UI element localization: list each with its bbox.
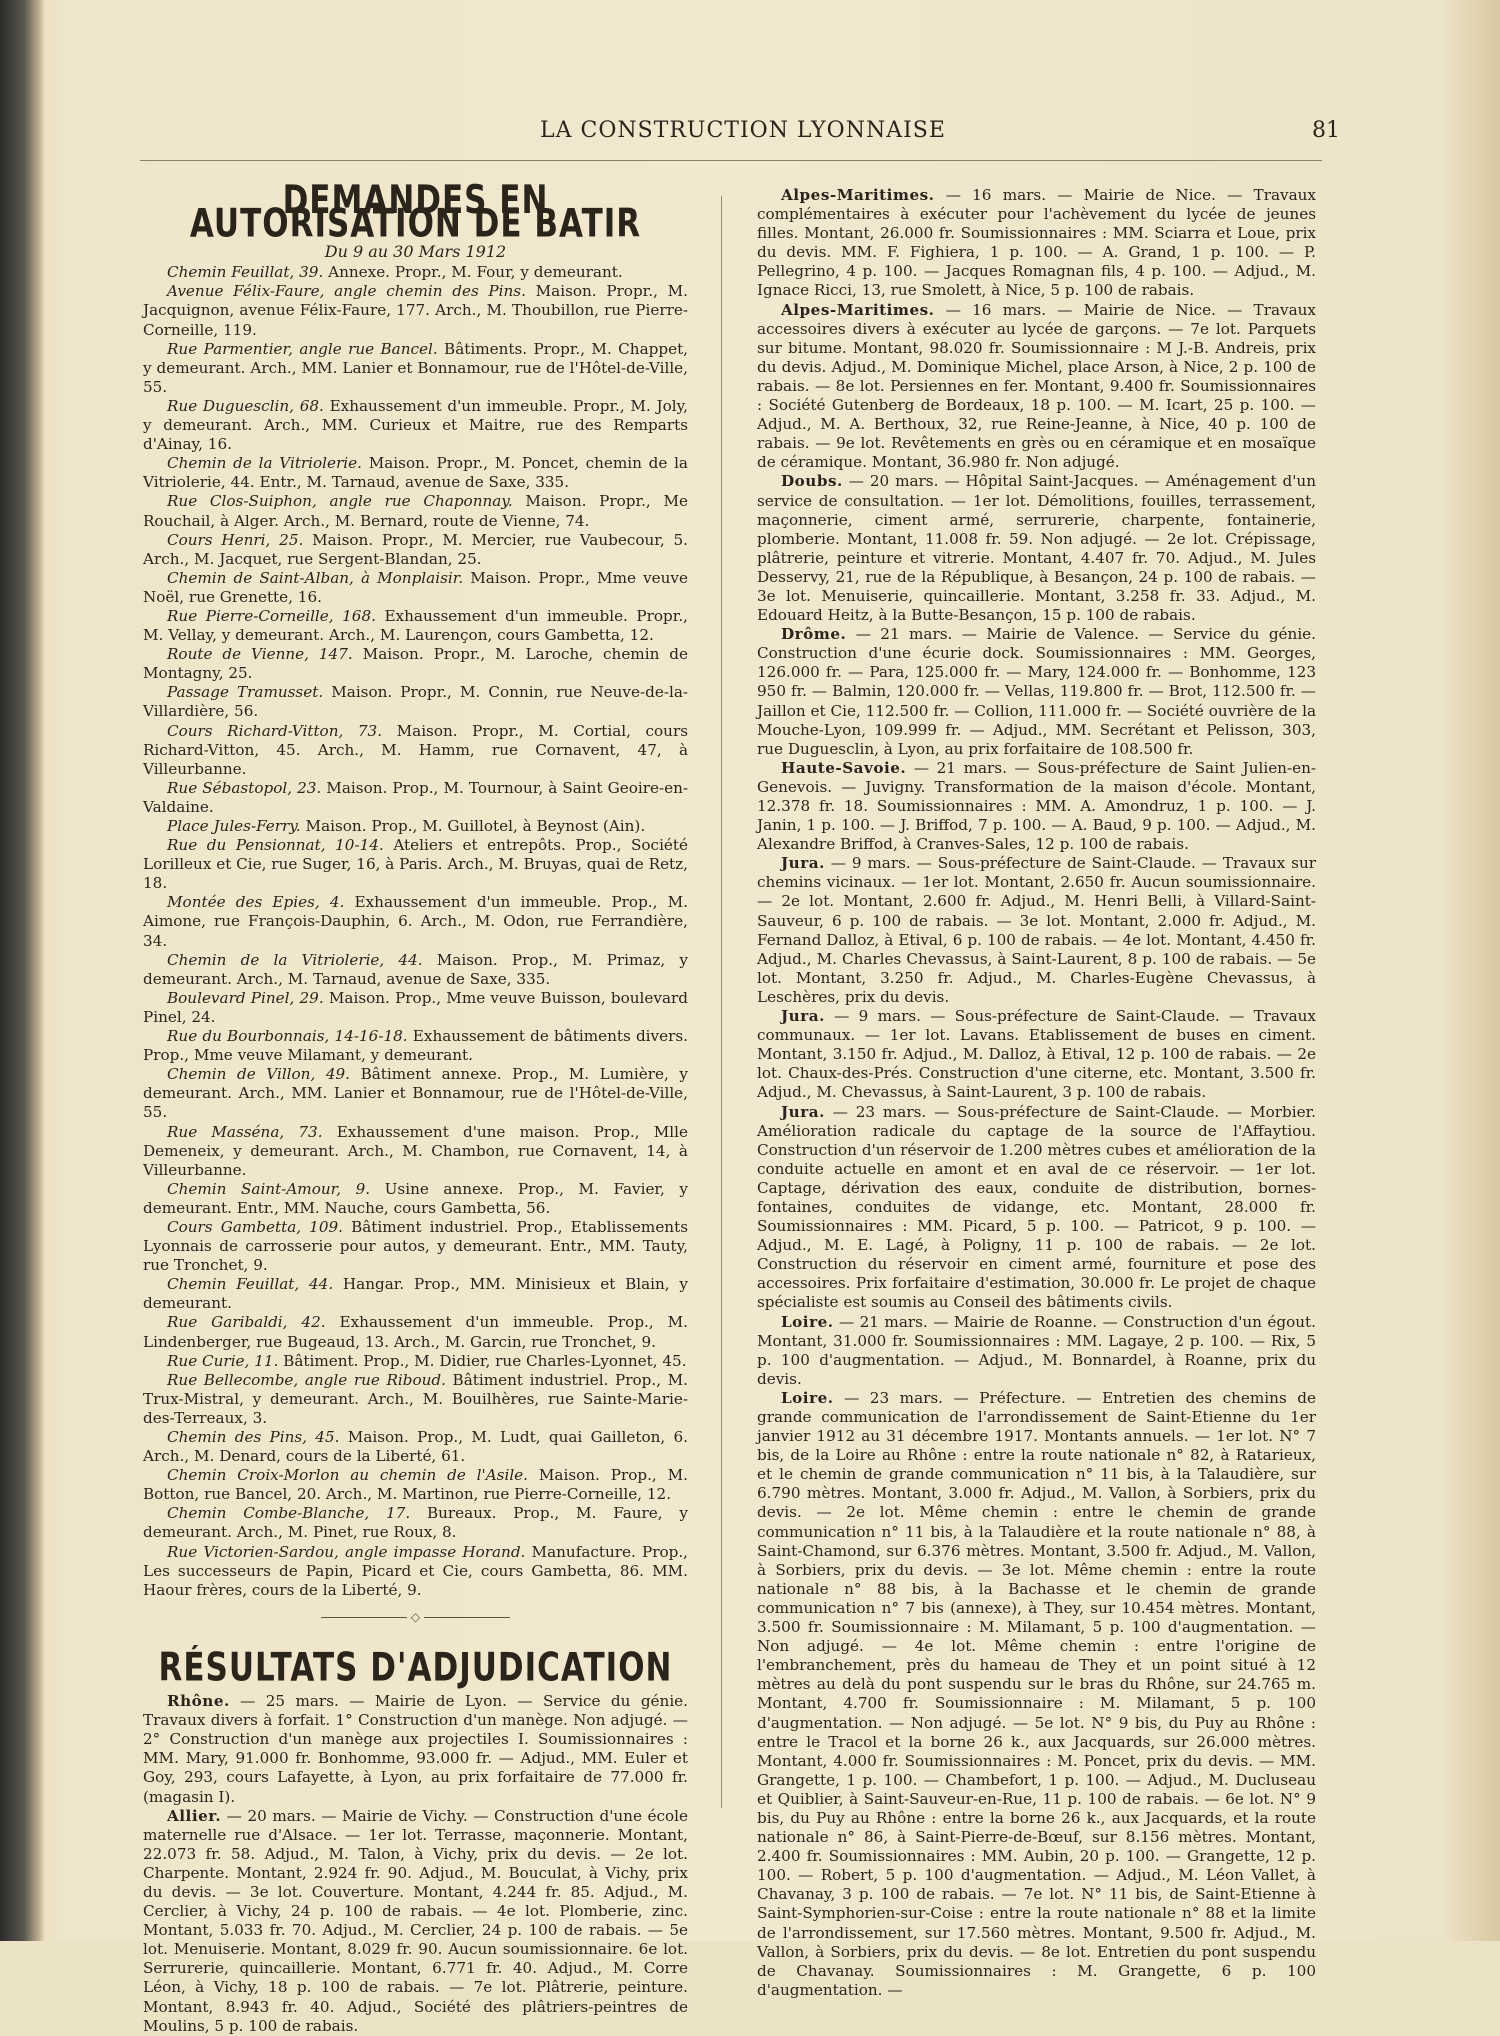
permit-entry [143, 836, 688, 893]
permit-location: Chemin Croix-Morlon au chemin de l'Asile. [167, 1466, 528, 1485]
page-number: 81 [1312, 118, 1340, 143]
permit-entry-text: Exhaussement d'un immeuble. Propr., M. Joly, y demeurant. Arch., MM. Curieux et Maitre, rue des Remparts d'Ainay, 16. [143, 396, 688, 454]
permit-entry [143, 492, 688, 530]
permit-location: Rue Duguesclin, 68. [167, 396, 324, 415]
page-header [540, 118, 1340, 148]
adjudication-list-left [143, 1692, 688, 2036]
permit-location: Rue Curie, 11. [167, 1351, 279, 1370]
section-title-building-permits: DEMANDES EN AUTORISATION DE BATIR [189, 177, 642, 247]
adjudication-entry [757, 301, 1316, 473]
department-name: Haute-Savoie. [781, 758, 907, 777]
permit-location: Chemin Combe-Blanche, 17. [167, 1504, 411, 1523]
department-name: Jura. [781, 1102, 825, 1121]
permit-entry [143, 454, 688, 492]
adjudication-entry-text: — 16 mars. — Mairie de Nice. — Travaux accessoires divers à exécuter au lycée de garçons. — 7e lot. Parquets sur bitume. Montant, 98.020 fr. Soumissionnaire : M J.-B. Andreis, prix du devis. Adjud., M. Dominique Michel, place Arson, à Nice, 2 p. 100 de rabais. — 8e lot. Persiennes en fer. Montant, 9.400 fr. Soumissionnaires : Société Gutenberg de Bordeaux, 18 p. 100. — M. Icart, 25 p. 100. — Adjud., M. A. Berthoux, 32, rue Reine-Jeanne, à Nice, 40 p. 100 de rabais. — 9e lot. Revêtements en grès ou en céramique et en mosaïque de céramique. Montant, 36.980 fr. Non adjugé. [757, 300, 1316, 472]
adjudication-entry-text: — 9 mars. — Sous-préfecture de Saint-Claude. — Travaux sur chemins vicinaux. — 1er lot. Montant, 2.650 fr. Aucun soumissionnaire. — 2e lot. Montant, 2.600 fr. Adjud., M. Henri Belli, à Villard-Saint-Sauveur, 6 p. 100 de rabais. — 3e lot. Montant, 2.000 fr. Adjud., M. Fernand Dalloz, à Etival, 6 p. 100 de rabais. — 4e lot. Montant, 4.450 fr. Adjud., M. Charles Chevassus, à Saint-Laurent, 8 p. 100 de rabais. — 5e lot. Montant, 3.250 fr. Adjud., M. Charles-Eugène Chevassus, à Leschères, prix du devis. [757, 854, 1316, 1006]
department-name: Rhône. [167, 1692, 230, 1711]
permit-entry [143, 893, 688, 950]
section-date: Du 9 au 30 Mars 1912 [324, 242, 507, 262]
permit-entry-text: Manufacture. Prop., Les successeurs de Papin, Picard et Cie, cours Gambetta, 86. MM. Haour frères, cours de la Liberté, 9. [143, 1542, 689, 1599]
permit-entry [143, 340, 688, 397]
adjudication-entry [757, 759, 1316, 854]
permit-location: Rue Victorien-Sardou, angle impasse Horand. [167, 1542, 526, 1561]
permit-entry-text: Maison. Propr., M. Laroche, chemin de Montagny, 25. [143, 645, 688, 683]
permit-location: Chemin des Pins, 45. [167, 1428, 340, 1446]
permit-entry-text: Bâtiment annexe. Prop., M. Lumière, y demeurant. Arch., MM. Lanier et Bonnamour, rue de l'Hôtel-de-Ville, 55. [143, 1065, 688, 1122]
left-column [143, 177, 689, 2036]
permit-entry [143, 1543, 688, 1600]
permit-location: Route de Vienne, 147. [167, 645, 353, 664]
adjudication-entry [757, 1007, 1316, 1102]
permit-entry [143, 607, 688, 645]
permit-entry [143, 1371, 688, 1428]
permit-entry-text: Maison. Prop., M. Botton, rue Bancel, 20. Arch., M. Martinon, rue Pierre-Corneille, 12. [143, 1466, 688, 1504]
adjudication-entry-text: — 16 mars. — Mairie de Nice. — Travaux complémentaires à exécuter pour l'achèvement du lycée de jeunes filles. Montant, 26.000 fr. Soumissionnaires : MM. Sciarra et Loue, prix du devis. MM. F. Fighiera, 1 p. 100. — A. Grand, 1 p. 100. — P. Pellegrino, 4 p. 100. — Jacques Romagnan fils, 4 p. 100. — Adjud., M. Ignace Ricci, 13, rue Smolett, à Nice, 5 p. 100 de rabais. [757, 186, 1316, 300]
permit-entry-text: Maison. Prop., M. Guillotel, à Beynost (Ain). [300, 817, 646, 835]
department-name: Jura. [781, 854, 825, 873]
permit-entry-text: Hangar. Prop., MM. Minisieux et Blain, y demeurant. [143, 1275, 688, 1313]
permit-entry-text: Exhaussement d'une maison. Prop., Mlle Demeneix, y demeurant. Arch., M. Chambon, rue Cornavent, 14, à Villeurbanne. [143, 1122, 689, 1179]
permit-entry-text: Exhaussement de bâtiments divers. Prop., Mme veuve Milamant, y demeurant. [143, 1027, 688, 1065]
adjudication-entry [757, 1103, 1316, 1313]
permit-location: Chemin de la Vitriolerie. [167, 454, 362, 473]
adjudication-entry [757, 625, 1316, 759]
permit-entry [143, 1065, 688, 1122]
permit-location: Rue Clos-Suiphon, angle rue Chaponnay. [167, 492, 513, 511]
adjudication-entry-text: — 21 mars. — Mairie de Valence. — Service du génie. Construction d'une écurie dock. Soumissionnaires : MM. Georges, 126.000 fr. — Para, 125.000 fr. — Mary, 124.000 fr. — Bonhomme, 123 950 fr. — Balmin, 120.000 fr. — Vellas, 119.800 fr. — Brot, 112.500 fr. — Jaillon et Cie, 112.500 fr. — Collion, 111.000 fr. — Société ouvrière de la Mouche-Lyon, 109.999 fr. — Adjud., MM. Secrétant et Pelisson, 303, rue Duguesclin, à Lyon, au prix forfaitaire de 108.500 fr. [757, 625, 1316, 758]
department-name: Alpes-Maritimes. [781, 186, 935, 204]
permit-entry [143, 1504, 688, 1542]
permit-entry [143, 282, 688, 339]
permit-location: Rue du Pensionnat, 10-14. [167, 836, 384, 855]
permit-location: Avenue Félix-Faure, angle chemin des Pins. [167, 282, 526, 301]
permit-entry [143, 722, 688, 779]
permit-location: Rue Sébastopol, 23. [167, 778, 322, 797]
permit-entry [143, 989, 688, 1027]
permit-location: Rue Bellecombe, angle rue Riboud. [167, 1370, 446, 1389]
adjudication-entry [757, 1389, 1316, 2000]
permit-entry-text: Maison. Prop., M. Ludt, quai Gailleton, 6. Arch., M. Denard, cours de la Liberté, 61. [143, 1428, 688, 1466]
permit-location: Rue Pierre-Corneille, 168. [167, 606, 376, 625]
separator-ornament: ◇ [143, 1608, 688, 1627]
section-title-adjudication-results: RÉSULTATS D'ADJUDICATION [158, 1645, 673, 1691]
permit-entry [143, 1313, 688, 1351]
right-column [757, 186, 1316, 2000]
adjudication-entry-text: — 25 mars. — Mairie de Lyon. — Service du génie. Travaux divers à forfait. 1° Construction d'un manège. Non adjugé. — 2° Construction d'un manège aux projectiles I. Soumissionnaires : MM. Mary, 91.000 fr. Bonhomme, 93.000 fr. — Adjud., MM. Euler et Goy, 293, cours Lafayette, à Lyon, au prix forfaitaire de 77.000 fr. (magasin I). [143, 1692, 688, 1806]
permit-entry-text: Bâtiment industriel. Prop., Etablissements Lyonnais de carrosserie pour autos, y demeurant. Entr., MM. Tauty, rue Tronchet, 9. [143, 1217, 688, 1275]
department-name: Loire. [781, 1312, 834, 1331]
permit-location: Rue du Bourbonnais, 14-16-18. [167, 1027, 408, 1046]
permit-location: Chemin de Villon, 49. [167, 1065, 351, 1084]
permit-entry-text: Maison. Propr., M. Cortial, cours Richard-Vitton, 45. Arch., M. Hamm, rue Cornavent, 47, à Villeurbanne. [143, 721, 688, 778]
department-name: Doubs. [781, 472, 843, 491]
permit-location: Chemin de Saint-Alban, à Monplaisir. [167, 568, 464, 587]
permit-entry-text: Ateliers et entrepôts. Prop., Société Lorilleux et Cie, rue Suger, 16, à Paris. Arch., M. Bruyas, quai de Retz, 18. [143, 836, 689, 893]
permit-entry [143, 1218, 688, 1275]
adjudication-entry-text: — 21 mars. — Mairie de Roanne. — Construction d'un égout. Montant, 31.000 fr. Soumissionnaires : MM. Lagaye, 2 p. 100. — Rix, 5 p. 100 d'augmentation. — Adjud., M. Bonnardel, à Roanne, prix du devis. [757, 1312, 1316, 1388]
adjudication-entry-text: — 20 mars. — Mairie de Vichy. — Construction d'une école maternelle rue d'Alsace. — 1er lot. Terrasse, maçonnerie. Montant, 22.073 fr. 58. Adjud., M. Talon, à Vichy, prix du devis. — 2e lot. Charpente. Montant, 2.924 fr. 90. Adjud., M. Bouculat, à Vichy, prix du devis. — 3e lot. Couverture. Montant, 4.244 fr. 85. Adjud., M. Cerclier, à Vichy, 24 p. 100 de rabais. — 4e lot. Plomberie, zinc. Montant, 5.033 fr. 70. Adjud., M. Cerclier, 24 p. 100 de rabais. — 5e lot. Menuiserie. Montant, 8.029 fr. 90. Aucun soumissionnaire. 6e lot. Serrurerie, quincaillerie. Montant, 6.771 fr. 40. Adjud., M. Corre Léon, à Vichy, 18 p. 100 de rabais. — 7e lot. Plâtrerie, peinture. Montant, 8.943 fr. 40. Adjud., Société des plâtriers-peintres de Moulins, 5 p. 100 de rabais. [143, 1806, 688, 2035]
permit-entry [143, 263, 688, 282]
column-rule [721, 196, 722, 1808]
permit-entry [143, 683, 688, 721]
permit-entry [143, 951, 688, 989]
permit-entry-text: Maison. Propr., Mme veuve Noël, rue Grenette, 16. [143, 568, 688, 606]
permit-entry [143, 1027, 688, 1065]
adjudication-entry [757, 854, 1316, 1007]
permit-entry-text: Maison. Propr., M. Jacquignon, avenue Félix-Faure, 177. Arch., M. Thoubillon, rue Pierre-Corneille, 119. [143, 282, 688, 339]
permit-entry [143, 1123, 688, 1180]
permit-entry [143, 1275, 688, 1313]
header-rule [140, 160, 1322, 161]
permit-entry [143, 1352, 688, 1371]
permit-location: Rue Garibaldi, 42. [167, 1313, 326, 1332]
permit-entry [143, 779, 688, 817]
permit-entry [143, 1466, 688, 1504]
adjudication-entry [757, 186, 1316, 301]
adjudication-list-right [757, 186, 1316, 2000]
permit-entry-text: Bâtiments. Propr., M. Chappet, y demeurant. Arch., MM. Lanier et Bonnamour, rue de l'Hôtel-de-Ville, 55. [143, 339, 688, 396]
permit-list [143, 263, 688, 1600]
permit-location: Boulevard Pinel, 29. [167, 988, 324, 1007]
permit-entry [143, 645, 688, 683]
permit-entry-text: Exhaussement d'un immeuble. Prop., M. Lindenberger, rue Bugeaud, 13. Arch., M. Garcin, rue Tronchet, 9. [143, 1313, 689, 1351]
permit-entry-text: Maison. Prop., M. Primaz, y demeurant. Arch., M. Tarnaud, avenue de Saxe, 335. [143, 950, 688, 988]
adjudication-entry [757, 1313, 1316, 1389]
permit-entry-text: Bureaux. Prop., M. Faure, y demeurant. Arch., M. Pinet, rue Roux, 8. [143, 1504, 689, 1542]
adjudication-entry-text: — 21 mars. — Sous-préfecture de Saint Julien-en-Genevois. — Juvigny. Transformation de la maison d'école. Montant, 12.378 fr. 18. Soumissionnaires : MM. A. Amondruz, 1 p. 100. — J. Janin, 1 p. 100. — J. Briffod, 7 p. 100. — A. Baud, 9 p. 100. — Adjud., M. Alexandre Briffod, à Cranves-Sales, 12 p. 100 de rabais. [757, 758, 1316, 854]
permit-entry [143, 531, 688, 569]
adjudication-entry [143, 1692, 688, 1807]
permit-entry-text: Annexe. Propr., M. Four, y demeurant. [323, 263, 623, 282]
adjudication-entry-text: — 23 mars. — Préfecture. — Entretien des chemins de grande communication de l'arrondissement de Saint-Etienne du 1er janvier 1912 au 31 décembre 1917. Montants annuels. — 1er lot. N° 7 bis, de la Loire au Rhône : entre la route nationale n° 82, à Ratarieux, et le chemin de grande communication n° 11 bis, à la Talaudière, sur 6.790 mètres. Montant, 3.000 fr. Adjud., M. Vallon, à Sorbiers, prix du devis. — 2e lot. Même chemin : entre le chemin de grande communication n° 11 bis, à la Talaudière et la route nationale n° 88, à Saint-Chamond, sur 6.376 mètres. Montant, 3.500 fr. Adjud., M. Vallon, à Sorbiers, prix du devis. — 3e lot. Même chemin : entre la route nationale n° 88 bis, à la Bachasse et le chemin de grande communication n° 7 bis (annexe), à They, sur 10.454 mètres. Montant, 3.500 fr. Soumissionnaire : M. Milamant, 5 p. 100 d'augmentation. — Non adjugé. — 4e lot. Même chemin : entre l'origine de l'embranchement, près du hameau de They et un point situé à 12 mètres au delà du pont suspendu sur le bras du Rhône, sur 24.765 m. Montant, 4.700 fr. Soumissionnaire : M. Milamant, 5 p. 100 d'augmentation. — Non adjugé. — 5e lot. N° 9 bis, du Puy au Rhône : entre le Tracol et la borne 26 k., aux Jacquards, sur 26.000 mètres. Montant, 4.000 fr. Soumissionnaires : M. Poncet, prix du devis. — MM. Grangette, 1 p. 100. — Chambefort, 1 p. 100. — Adjud., M. Ducluseau et Quiblier, à Saint-Sauveur-en-Rue, 11 p. 100 de rabais. — 6e lot. N° 9 bis, du Puy au Rhône : entre la borne 26 k., aux Jacquards, et la route nationale n° 86, à Saint-Pierre-de-Bœuf, sur 8.156 mètres. Montant, 2.400 fr. Soumissionnaires : MM. Aubin, 20 p. 100. — Grangette, 12 p. 100. — Robert, 5 p. 100 d'augmentation. — Adjud., M. Léon Vallet, à Chavanay, 3 p. 100 de rabais. — 7e lot. N° 11 bis, de Saint-Etienne à Saint-Symphorien-sur-Coise : entre la route nationale n° 88 et la limite de l'arrondissement, sur 17.560 mètres. Montant, 9.500 fr. Adjud., M. Vallon, à Sorbiers, prix du devis. — 8e lot. Entretien du pont suspendu de Chavanay. Soumissionnaires : M. Grangette, 6 p. 100 d'augmentation. — [757, 1388, 1316, 1999]
permit-location: Chemin Feuillat, 39. [167, 263, 324, 282]
permit-entry-text: Exhaussement d'un immeuble. Propr., M. Vellay, y demeurant. Arch., M. Laurençon, cours Gambetta, 12. [143, 606, 688, 645]
permit-entry-text: Bâtiment industriel. Prop., M. Trux-Mistral, y demeurant. Arch., M. Bouilhères, rue Sainte-Marie-des-Terreaux, 3. [143, 1370, 688, 1427]
permit-location: Rue Masséna, 73. [167, 1122, 323, 1141]
department-name: Loire. [781, 1388, 834, 1407]
department-name: Alpes-Maritimes. [781, 300, 935, 319]
department-name: Jura. [781, 1007, 825, 1026]
permit-entry [143, 1428, 688, 1466]
adjudication-entry [143, 1807, 688, 2036]
permit-entry [143, 817, 688, 836]
permit-entry-text: Maison. Propr., M. Poncet, chemin de la Vitriolerie, 44. Entr., M. Tarnaud, avenue de Saxe, 335. [143, 454, 688, 492]
permit-entry-text: Maison. Prop., Mme veuve Buisson, boulevard Pinel, 24. [143, 988, 689, 1026]
permit-entry [143, 1180, 688, 1218]
book-binding [0, 0, 44, 1941]
permit-location: Cours Richard-Vitton, 73. [167, 721, 383, 740]
permit-location: Rue Parmentier, angle rue Bancel. [167, 339, 438, 358]
permit-entry [143, 569, 688, 607]
running-title: LA CONSTRUCTION LYONNAISE [540, 118, 946, 143]
permit-location: Cours Henri, 25. [167, 530, 304, 549]
permit-location: Cours Gambetta, 109. [167, 1217, 343, 1236]
permit-location: Chemin de la Vitriolerie, 44. [167, 950, 423, 969]
permit-entry [143, 397, 688, 454]
department-name: Drôme. [781, 625, 847, 644]
adjudication-entry-text: — 9 mars. — Sous-préfecture de Saint-Claude. — Travaux communaux. — 1er lot. Lavans. Etablissement de buses en ciment. Montant, 3.150 fr. Adjud., M. Dalloz, à Etival, 12 p. 100 de rabais. — 2e lot. Chaux-des-Prés. Construction d'une citerne, etc. Montant, 3.500 fr. Adjud., M. Chevassus, à Saint-Laurent, 3 p. 100 de rabais. [757, 1007, 1316, 1102]
permit-location: Chemin Saint-Amour, 9. [167, 1179, 371, 1198]
permit-entry-text: Maison. Propr., M. Mercier, rue Vaubecour, 5. Arch., M. Jacquet, rue Sergent-Blandan, 25. [143, 530, 688, 568]
permit-location: Chemin Feuillat, 44. [167, 1275, 334, 1294]
permit-entry-text: Usine annexe. Prop., M. Favier, y demeurant. Entr., MM. Nauche, cours Gambetta, 56. [143, 1179, 688, 1217]
permit-entry-text: Maison. Propr., Me Rouchail, à Alger. Arch., M. Bernard, route de Vienne, 74. [143, 492, 689, 530]
department-name: Allier. [167, 1806, 222, 1825]
permit-entry-text: Bâtiment. Prop., M. Didier, rue Charles-Lyonnet, 45. [278, 1351, 687, 1370]
permit-entry-text: Exhaussement d'un immeuble. Prop., M. Aimone, rue François-Dauphin, 6. Arch., M. Odon, rue Ferrandière, 34. [143, 893, 689, 950]
adjudication-entry-text: — 20 mars. — Hôpital Saint-Jacques. — Aménagement d'un service de consultation. — 1er lot. Démolitions, fouilles, terrassement, maçonnerie, ciment armé, serrurerie, charpente, fontainerie, plomberie. Montant, 11.008 fr. 59. Non adjugé. — 2e lot. Crépissage, plâtrerie, peinture et vitrerie. Montant, 4.407 fr. 70. Adjud., M. Jules Desservy, 21, rue de la République, à Besançon, 24 p. 100 de rabais. — 3e lot. Menuiserie, quincaillerie. Montant, 3.258 fr. 33. Adjud., M. Edouard Heitz, à la Butte-Besançon, 15 p. 100 de rabais. [757, 472, 1316, 625]
adjudication-entry [757, 472, 1316, 625]
permit-entry-text: Maison. Propr., M. Connin, rue Neuve-de-la-Villardière, 56. [143, 683, 688, 721]
adjudication-entry-text: — 23 mars. — Sous-préfecture de Saint-Claude. — Morbier. Amélioration radicale du captage de la source de l'Affaytiou. Construction d'un réservoir de 1.200 mètres cubes et amélioration de la conduite actuelle en amont et en aval de ce réservoir. — 1er lot. Captage, dérivation des eaux, conduite de distribution, bornes-fontaines, conduites de vidange, etc. Montant, 28.000 fr. Soumissionnaires : MM. Picard, 5 p. 100. — Patricot, 9 p. 100. — Adjud., M. E. Lagé, à Poligny, 11 p. 100 de rabais. — 2e lot. Construction du réservoir en ciment armé, fourniture et pose des accessoires. Prix forfaitaire d'estimation, 30.000 fr. Le projet de chaque spécialiste est soumis au Conseil des bâtiments civils. [757, 1102, 1316, 1312]
permit-location: Passage Tramusset. [167, 683, 324, 702]
permit-location: Montée des Epies, 4. [167, 893, 345, 912]
permit-location: Place Jules-Ferry. [167, 817, 301, 835]
permit-entry-text: Maison. Prop., M. Tournour, à Saint Geoire-en-Valdaine. [143, 778, 688, 816]
